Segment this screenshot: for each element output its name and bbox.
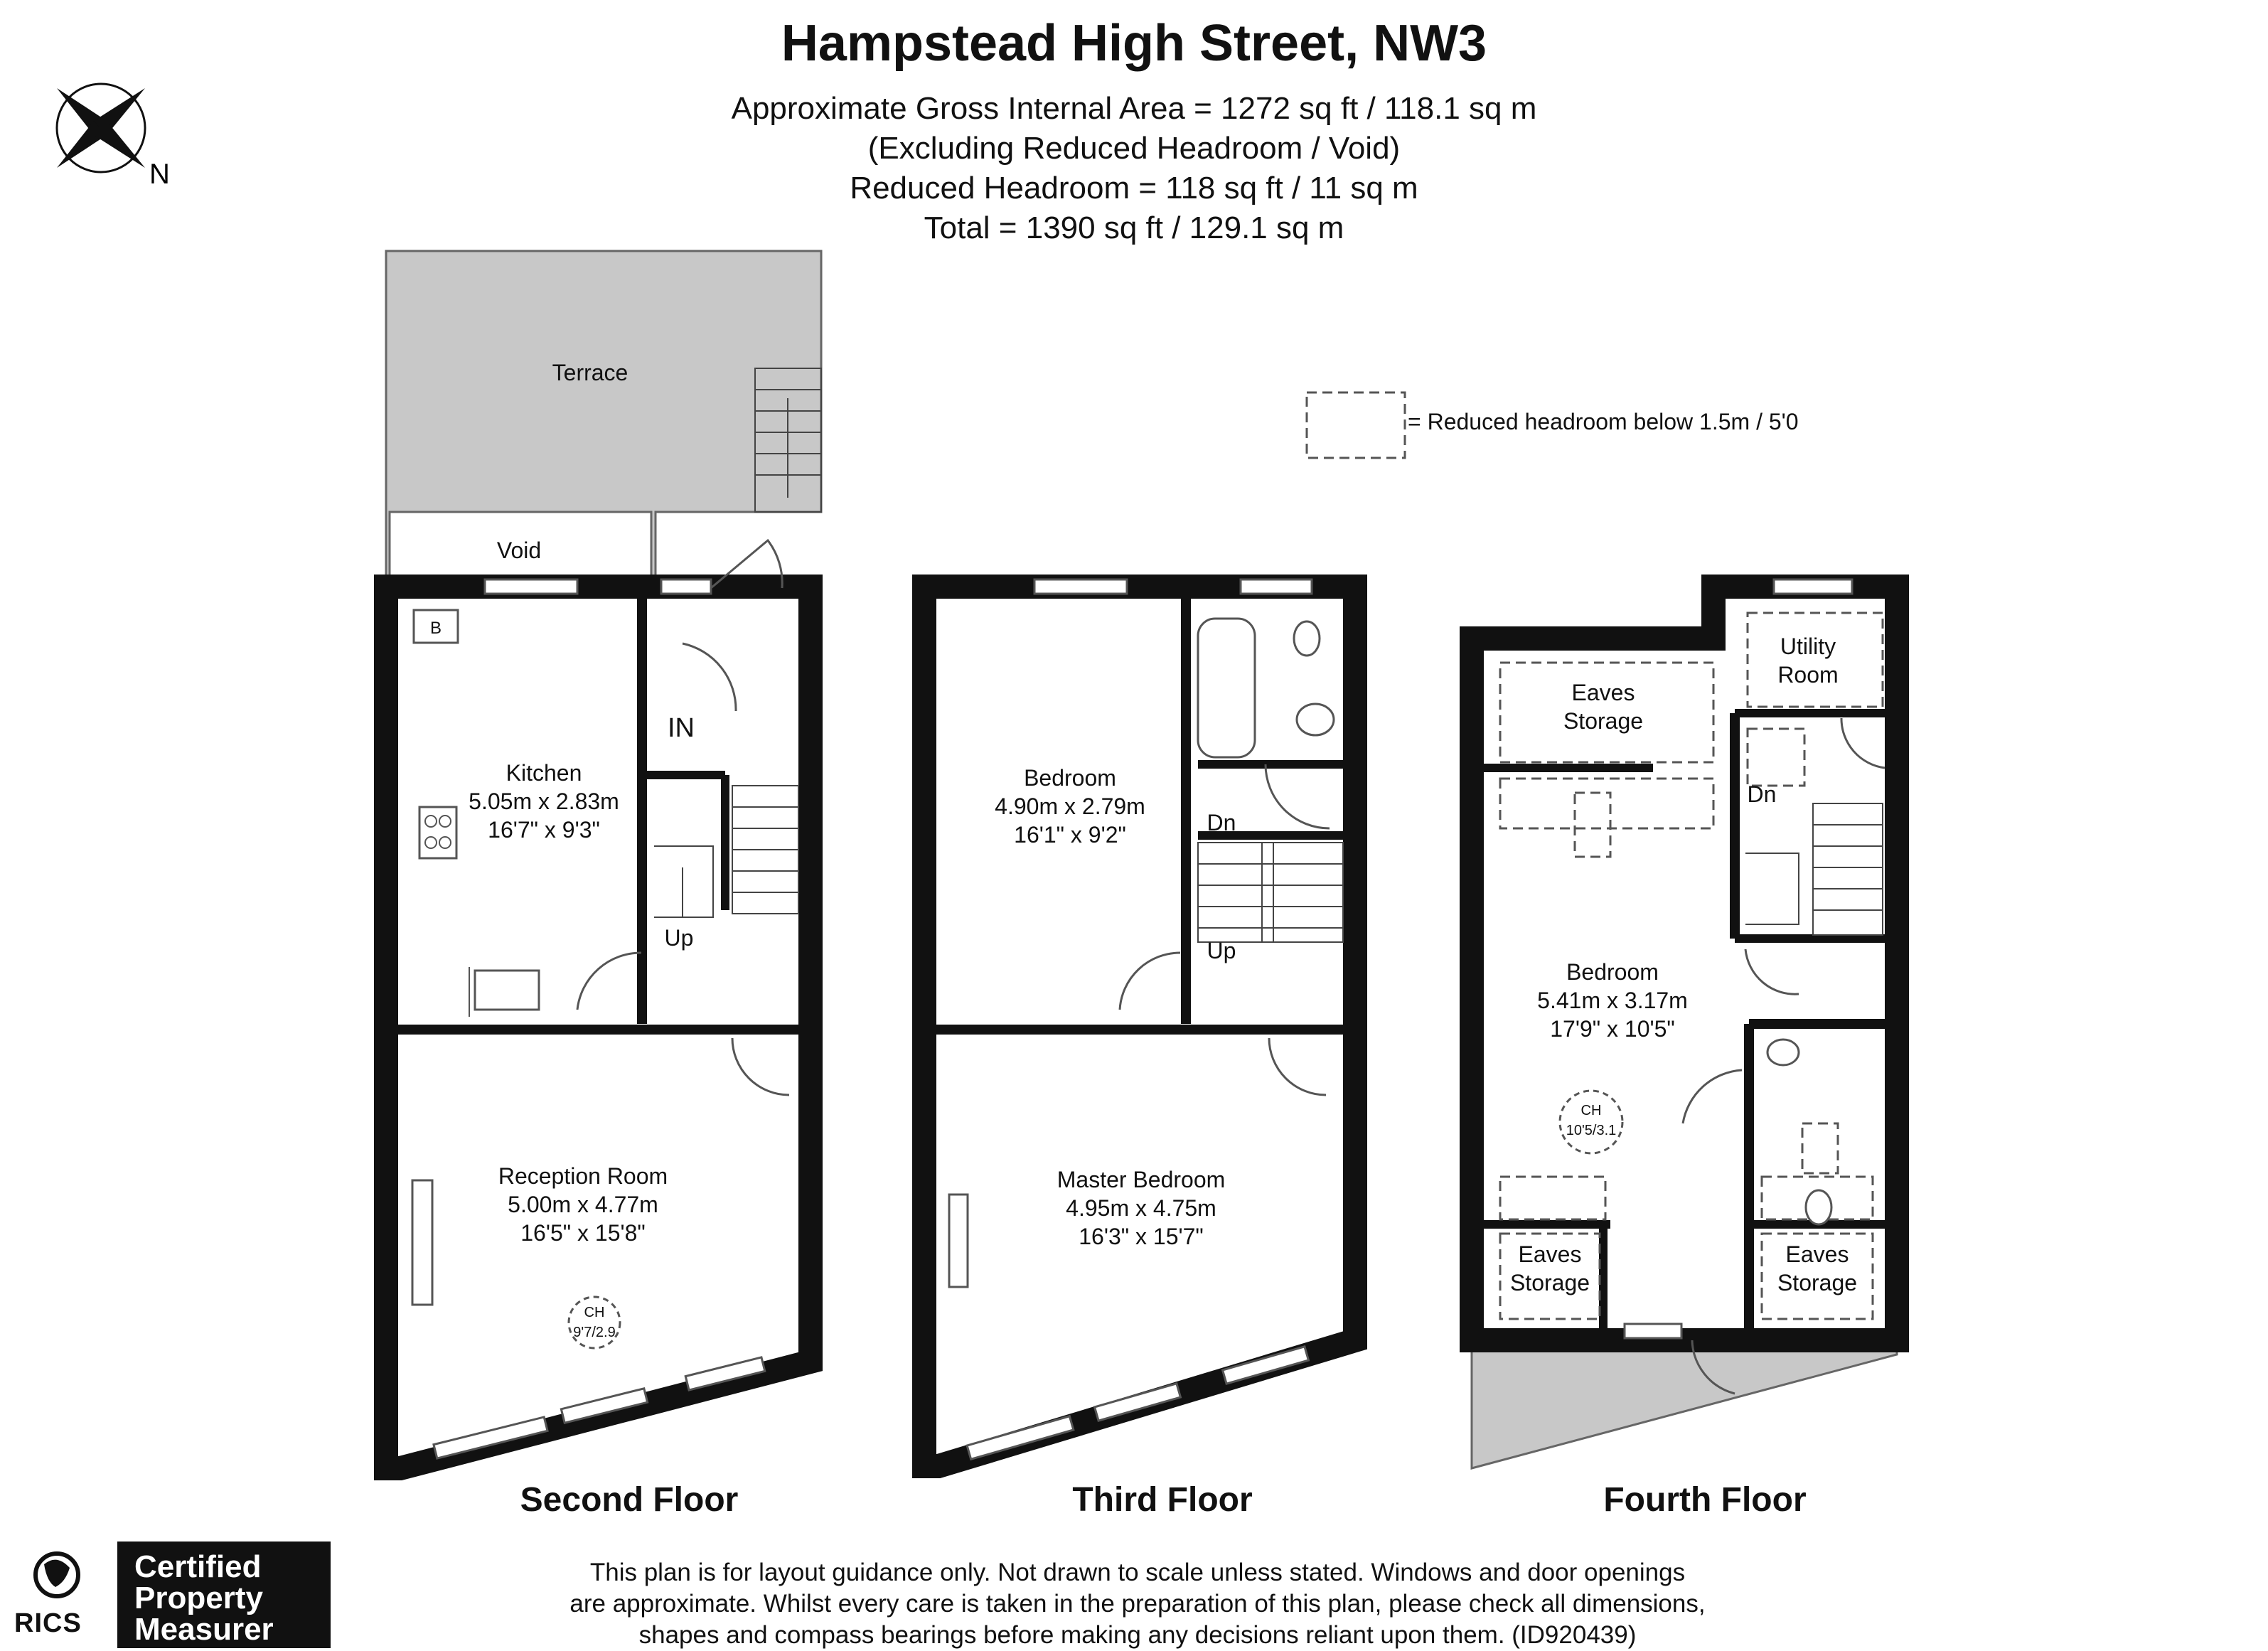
fourth-bedroom-imperial: 17'9" x 10'5" (1550, 1016, 1675, 1042)
legend-text: = Reduced headroom below 1.5m / 5'0 (1408, 409, 1799, 434)
fourth-stair (1745, 803, 1883, 935)
terrace-label: Terrace (552, 360, 628, 385)
second-stair-up-label: Up (664, 925, 694, 951)
third-stair (1198, 843, 1343, 942)
master-bedroom-imperial: 16'3" x 15'7" (1079, 1224, 1204, 1249)
entrance-label: IN (668, 713, 695, 743)
legend-dashed-box (1307, 392, 1405, 458)
page-title: Hampstead High Street, NW3 (781, 15, 1487, 72)
fourth-floor-title: Fourth Floor (1603, 1481, 1807, 1519)
disclaimer-line-3: shapes and compass bearings before making any decisions reliant upon them. (ID920439) (638, 1621, 1637, 1649)
disclaimer-line-2: are approximate. Whilst every care is taken in the preparation of this plan, please check all dimensions, (569, 1590, 1706, 1618)
total-area-line: Total = 1390 sq ft / 129.1 sq m (924, 210, 1344, 245)
reception-metric: 5.00m x 4.77m (508, 1192, 658, 1217)
fourth-bedroom-name: Bedroom (1566, 959, 1659, 985)
fourth-stair-down-label: Dn (1747, 781, 1777, 807)
eaves-left-label-1: Eaves (1518, 1241, 1582, 1267)
disclaimer-line-1: This plan is for layout guidance only. Not drawn to scale unless stated. Windows and door openings (589, 1559, 1686, 1586)
eaves-left-label-2: Storage (1509, 1270, 1590, 1295)
eaves-top-label-2: Storage (1563, 708, 1644, 734)
compass-icon (57, 84, 170, 190)
third-stair-down-label: Dn (1207, 810, 1236, 835)
second-ch-label: CH (584, 1305, 605, 1320)
badge-line-1: Certified (134, 1549, 262, 1584)
void-label: Void (496, 538, 542, 563)
eaves-top-label-1: Eaves (1571, 680, 1635, 705)
fourth-floor-plan (1472, 579, 1897, 1468)
utility-label-2: Room (1777, 662, 1839, 688)
reception-name: Reception Room (498, 1163, 668, 1189)
kitchen-imperial: 16'7" x 9'3" (488, 817, 600, 843)
fourth-ch-value: 10'5/3.1 (1566, 1123, 1617, 1138)
kitchen-metric: 5.05m x 2.83m (469, 789, 619, 814)
third-floor-title: Third Floor (1072, 1481, 1253, 1519)
second-ch-value: 9'7/2.9 (573, 1325, 616, 1340)
reception-imperial: 16'5" x 15'8" (520, 1220, 646, 1246)
badge-line-2: Property (134, 1581, 263, 1615)
fourth-bedroom-metric: 5.41m x 3.17m (1537, 988, 1688, 1013)
master-bedroom-name: Master Bedroom (1057, 1167, 1226, 1192)
badge-line-3: Measurer (134, 1612, 274, 1647)
second-floor-plan (386, 251, 821, 1468)
third-bedroom-imperial: 16'1" x 9'2" (1014, 822, 1126, 848)
eaves-right-label-2: Storage (1777, 1270, 1858, 1295)
third-stair-up-label: Up (1207, 938, 1236, 963)
fourth-ch-label: CH (1580, 1103, 1602, 1118)
gross-area-line: Approximate Gross Internal Area = 1272 sq ft / 118.1 sq m (731, 91, 1537, 126)
second-floor-title: Second Floor (520, 1481, 739, 1519)
rics-lion-icon (36, 1554, 78, 1596)
fourth-balcony (1472, 1340, 1897, 1468)
kitchen-name: Kitchen (506, 760, 582, 786)
third-bedroom-metric: 4.90m x 2.79m (995, 794, 1145, 819)
eaves-right-label-1: Eaves (1785, 1241, 1849, 1267)
reduced-headroom-line: Reduced Headroom = 118 sq ft / 11 sq m (850, 171, 1418, 205)
excluding-line: (Excluding Reduced Headroom / Void) (867, 131, 1401, 166)
compass-north-label: N (149, 159, 170, 190)
disclaimer (498, 1557, 1777, 1651)
master-bedroom-metric: 4.95m x 4.75m (1066, 1195, 1216, 1221)
certified-measurer-badge (117, 1542, 331, 1648)
third-bedroom-name: Bedroom (1024, 765, 1116, 791)
rics-wordmark: RICS (14, 1608, 82, 1638)
third-floor-plan (924, 579, 1355, 1466)
boiler-label: B (429, 619, 442, 638)
utility-label-1: Utility (1780, 634, 1836, 659)
